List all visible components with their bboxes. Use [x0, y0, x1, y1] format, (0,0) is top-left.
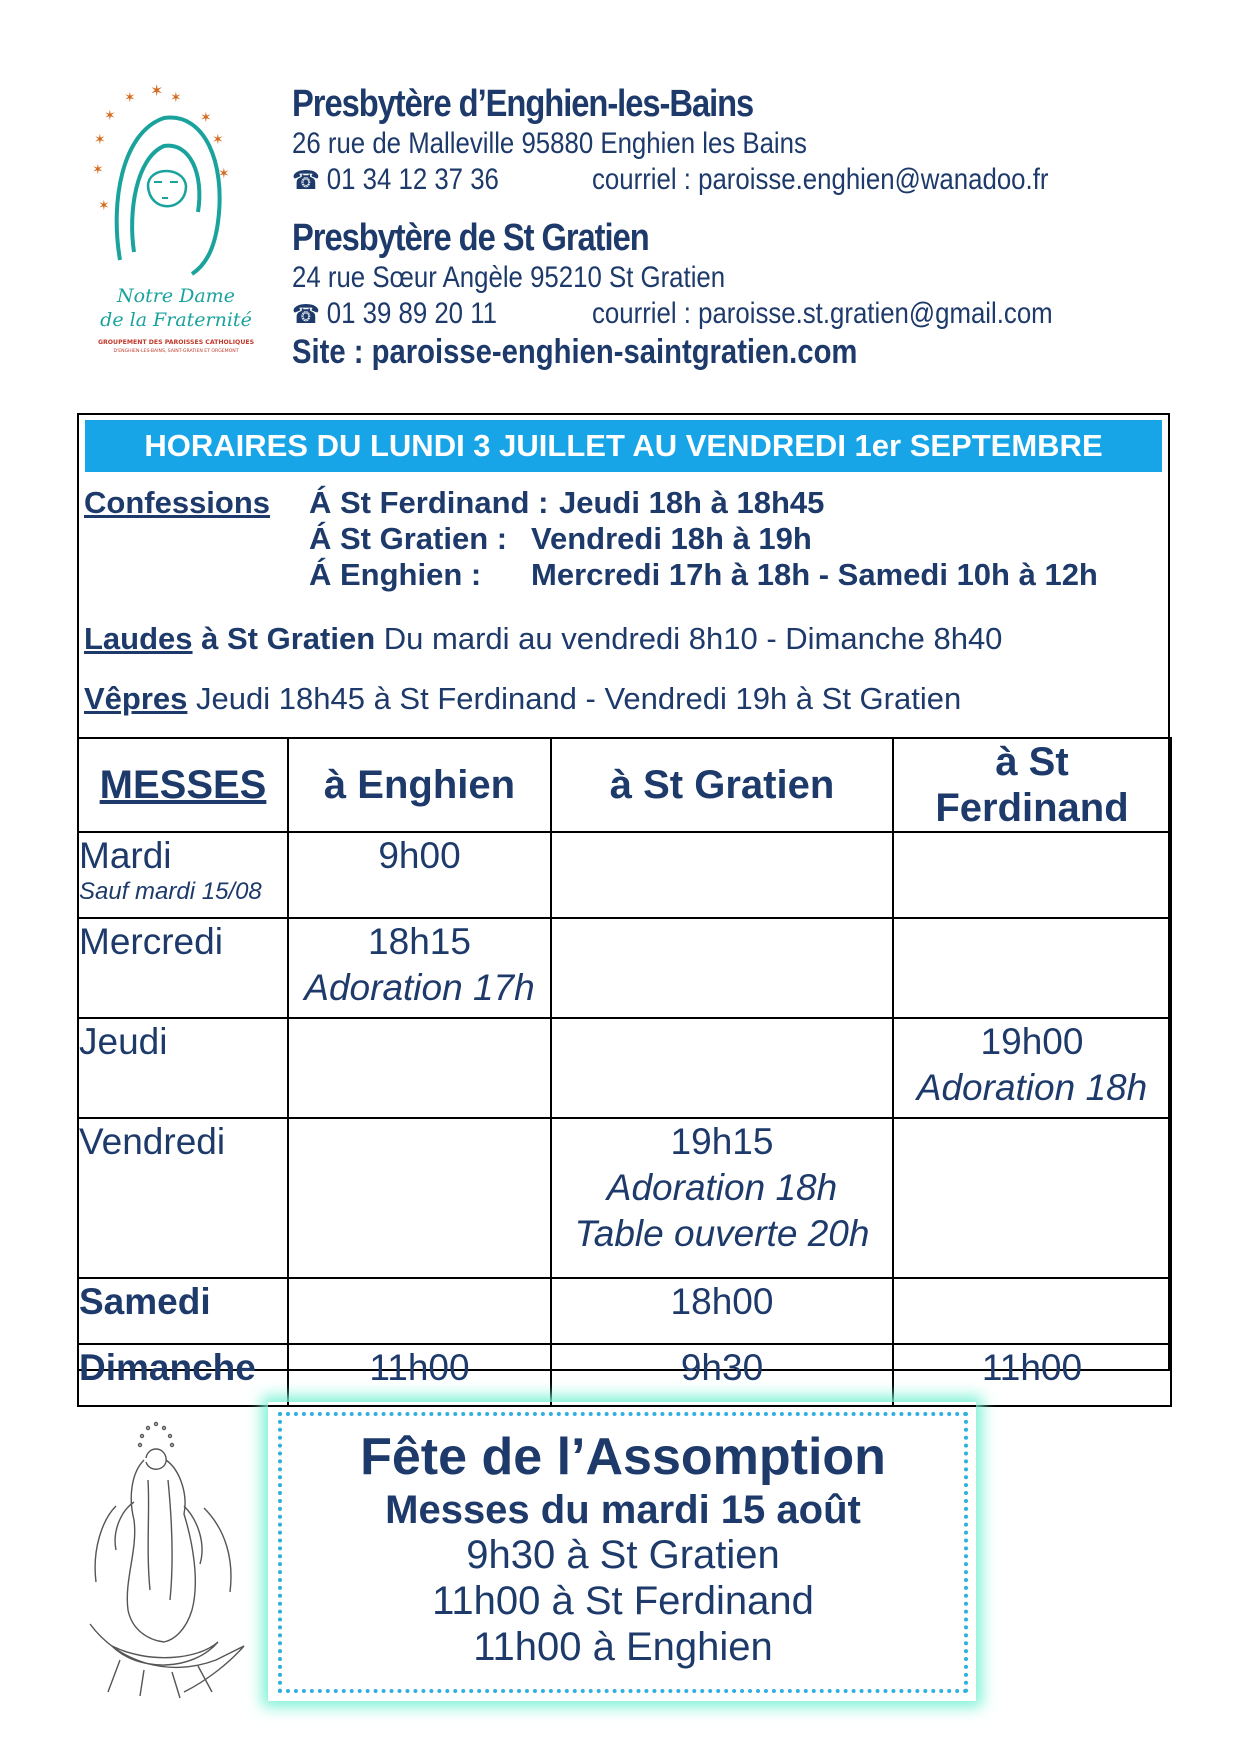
column-header: à St Ferdinand — [893, 738, 1171, 832]
mass-cell-gratien — [551, 1344, 893, 1406]
mass-time: 9h00 — [378, 835, 461, 876]
assumption-mass: 11h00 à Enghien — [473, 1625, 773, 1669]
presbytere-address: 26 rue de Malleville 95880 Enghien les Bains — [292, 127, 807, 160]
mass-note: Adoration 18h — [606, 1167, 838, 1208]
mass-cell-ferdinand — [893, 1344, 1171, 1406]
mass-cell-gratien — [551, 1118, 893, 1278]
table-row — [78, 1118, 1171, 1278]
table-row — [78, 1344, 1171, 1406]
mass-note: Table ouverte 20h — [574, 1213, 870, 1254]
presbytere-address: 24 rue Sœur Angèle 95210 St Gratien — [292, 261, 726, 294]
madonna-icon — [117, 118, 220, 274]
column-header: à Enghien — [288, 738, 551, 832]
table-row — [78, 832, 1171, 918]
svg-text:✶: ✶ — [150, 83, 164, 100]
mass-time: 11h00 — [369, 1347, 470, 1388]
assumption-box — [278, 1412, 968, 1693]
svg-text:✶: ✶ — [212, 131, 224, 147]
mass-cell-ferdinand — [893, 1018, 1171, 1118]
assumption-mass: 11h00 à St Ferdinand — [432, 1579, 814, 1623]
svg-text:✶: ✶ — [104, 107, 116, 123]
vepres-line: Vêpres Jeudi 18h45 à St Ferdinand - Vendredi 19h à St Gratien — [84, 681, 962, 716]
day-note: Sauf mardi 15/08 — [79, 878, 262, 905]
mass-note: Adoration 18h — [916, 1067, 1148, 1108]
telephone-icon: ☎ — [292, 299, 320, 329]
mass-time: 18h15 — [368, 921, 471, 962]
presbytere-st-gratien — [292, 216, 1192, 332]
mass-time: 18h00 — [670, 1281, 774, 1322]
mass-cell-gratien — [551, 1278, 893, 1344]
virgin-mary-drawing — [88, 1410, 248, 1700]
svg-text:Notre Dame: Notre Dame — [117, 285, 235, 307]
table-header-row — [78, 738, 1171, 832]
mass-cell-enghien — [288, 1278, 551, 1344]
schedule-box: HORAIRES DU LUNDI 3 JUILLET AU VENDREDI 1er SEPTEMBRE Confessions Á St Ferdinand : Jeudi 18h à 18h45 Á St Gratien : Vendredi 18h à 19h Á Enghien : Mercredi 17h à 18h - Samedi 10h à 12h Laudes à St Gratien Du mardi au vendredi 8h10 - Dimanche 8h40 Vêpres Jeudi 18h45 à St Ferdinand - Vendredi 19h à St Gratien MESSES à Enghien à St Gratien à St Ferdinand Mardi Sauf mardi 15/08 9h00 Mercredi 18h15 Adoration 17h Jeudi 19h00 Adoration 18h Vendredi 19h15 Adoration 18h Table ouverte 20h Samedi 18h00 Dimanche 11h00 9h30 11h00 — [77, 413, 1170, 1371]
mass-cell-enghien — [288, 832, 551, 918]
presbytere-title: Presbytère de St Gratien — [292, 217, 649, 259]
mass-cell-enghien — [288, 918, 551, 1018]
phone-number: ☎ 01 34 12 37 36 — [292, 163, 499, 196]
confessions-label: Confessions — [84, 485, 271, 520]
mass-cell-gratien — [551, 832, 893, 918]
svg-text:✶: ✶ — [98, 197, 110, 213]
table-row — [78, 1018, 1171, 1118]
svg-text:de la Fraternité: de la Fraternité — [100, 309, 252, 331]
day-cell: Mercredi — [78, 918, 288, 1018]
mass-cell-ferdinand — [893, 1278, 1171, 1344]
svg-text:✶: ✶ — [218, 165, 230, 181]
laudes-line: Laudes à St Gratien Du mardi au vendredi 8h10 - Dimanche 8h40 — [84, 621, 1003, 656]
svg-text:✶: ✶ — [94, 131, 106, 147]
website-link[interactable]: Site : paroisse-enghien-saintgratien.com — [292, 333, 858, 371]
day-cell: Samedi — [78, 1278, 288, 1344]
mass-cell-ferdinand — [893, 918, 1171, 1018]
assumption-subtitle: Messes du mardi 15 août — [385, 1488, 861, 1532]
svg-text:D'ENGHIEN-LES-BAINS, SAINT-GRA: D'ENGHIEN-LES-BAINS, SAINT-GRATIEN ET ORGEMONT — [113, 349, 239, 354]
table-row — [78, 918, 1171, 1018]
svg-text:GROUPEMENT DES PAROISSES CATHO: GROUPEMENT DES PAROISSES CATHOLIQUES — [97, 339, 255, 346]
mass-note: Adoration 17h — [304, 967, 535, 1008]
contact-header — [292, 82, 1192, 372]
mass-cell-enghien — [288, 1118, 551, 1278]
mass-cell-enghien — [288, 1018, 551, 1118]
mass-time: 19h00 — [980, 1021, 1084, 1062]
phone-number: ☎ 01 39 89 20 11 — [292, 297, 497, 330]
mass-cell-gratien — [551, 1018, 893, 1118]
assumption-title: Fête de l’Assomption — [360, 1428, 886, 1486]
masses-table — [77, 737, 1172, 1407]
mass-time: 19h15 — [670, 1121, 774, 1162]
presbytere-enghien — [292, 82, 1192, 198]
schedule-banner: HORAIRES DU LUNDI 3 JUILLET AU VENDREDI 1er SEPTEMBRE — [85, 420, 1162, 472]
parish-logo — [92, 82, 260, 354]
mass-time: 9h30 — [680, 1347, 764, 1388]
svg-text:✶: ✶ — [170, 89, 182, 105]
table-row — [78, 1278, 1171, 1344]
day-cell: Mardi Sauf mardi 15/08 — [78, 832, 288, 918]
mass-cell-ferdinand — [893, 1118, 1171, 1278]
mass-cell-enghien — [288, 1344, 551, 1406]
day-cell: Jeudi — [78, 1018, 288, 1118]
svg-text:✶: ✶ — [124, 89, 136, 105]
column-header: MESSES — [78, 738, 288, 832]
day-cell: Dimanche — [78, 1344, 288, 1406]
svg-text:✶: ✶ — [92, 161, 104, 177]
day-cell: Vendredi — [78, 1118, 288, 1278]
mass-cell-ferdinand — [893, 832, 1171, 918]
email-link[interactable]: courriel : paroisse.st.gratien@gmail.com — [592, 297, 1053, 330]
column-header: à St Gratien — [551, 738, 893, 832]
presbytere-title: Presbytère d’Enghien-les-Bains — [292, 83, 754, 125]
assumption-mass: 9h30 à St Gratien — [466, 1533, 780, 1577]
svg-text:✶: ✶ — [200, 109, 212, 125]
email-link[interactable]: courriel : paroisse.enghien@wanadoo.fr — [592, 163, 1049, 196]
telephone-icon: ☎ — [292, 165, 320, 195]
mass-cell-gratien — [551, 918, 893, 1018]
mass-time: 11h00 — [981, 1347, 1083, 1388]
